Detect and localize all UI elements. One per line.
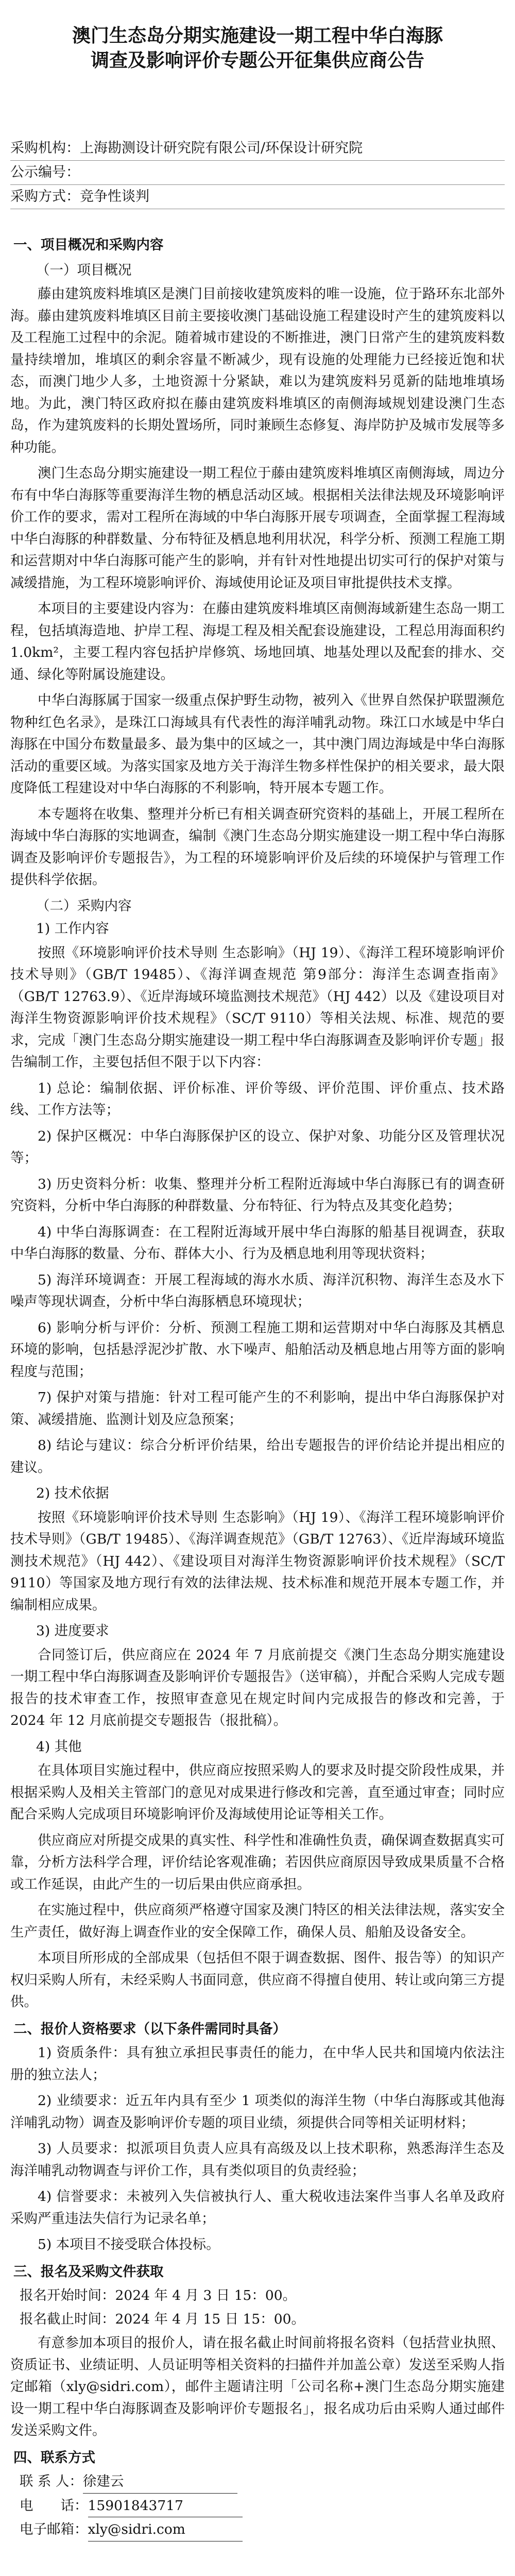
meta-method-label: 采购方式： xyxy=(10,189,80,205)
qualification-item: 4) 信誉要求：未被列入失信被执行人、重大税收违法案件当事人名单及政府采购严重违法失信行为记录名单； xyxy=(10,2189,505,2227)
contact-phone xyxy=(10,2495,505,2518)
contact-email xyxy=(10,2519,505,2541)
registration-paragraph: 有意参加本项目的报价人，请在报名截止时间前将报名资料（包括营业执照、资质证书、业绩证明、人员证明等相关资料的扫描件并加盖公章）发送至采购人指定邮箱（xly@sidri.com），邮件主题请注明「公司名称+澳门生态岛分期实施建设一期工程中华白海豚调查及影响评价专题报名」，报名成功后由采购人通过邮件发送采购文件。 xyxy=(10,2335,505,2438)
other-paragraph: 在具体项目实施过程中，供应商应按照采购人的要求及时提交阶段性成果，并根据采购人及相关主管部门的意见对成果进行修改和完善，直至通过审查；同时应配合采购人完成项目环境影响评价及海域使用论证等相关工作。 xyxy=(10,1762,505,1822)
work-item: 4) 中华白海豚调查：在工程附近海域开展中华白海豚的船基目视调查，获取中华白海豚的数量、分布、群体大小、行为及栖息地利用等现状资料； xyxy=(10,1224,505,1262)
section-1-sub-overview: （一）项目概况 xyxy=(36,262,132,278)
section-1-sub-content: （二）采购内容 xyxy=(36,897,132,914)
other-paragraph: 在实施过程中，供应商须严格遵守国家及澳门特区的相关法律法规，落实安全生产责任，做好海上调查作业的安全保障工作，确保人员、船舶及设备安全。 xyxy=(10,1902,505,1940)
announcement-title xyxy=(46,23,469,73)
registration-end-label: 报名截止时间： xyxy=(20,2311,115,2327)
overview-paragraph: 本项目的主要建设内容为：在藤由建筑废料堆填区南侧海域新建生态岛一期工程，包括填海造地、护岸工程、海堤工程及相关配套设施建设，工程总用海面积约 1.0km²，主要工程内容包括护岸修筑、场地回填、地基处理以及配套的排水、交通、绿化等附属设施建设。 xyxy=(10,601,505,683)
contact-email-value[interactable]: xly@sidri.com xyxy=(88,2519,243,2541)
meta-buyer-label: 采购机构： xyxy=(10,140,80,156)
meta-buyer xyxy=(10,137,505,161)
meta-method xyxy=(10,185,505,209)
contact-person-value: 徐建云 xyxy=(83,2471,237,2494)
qualification-item: 2) 业绩要求：近五年内具有至少 1 项类似的海洋生物（中华白海豚或其他海洋哺乳动物）调查及影响评价专题的项目业绩，须提供合同等相关证明材料； xyxy=(10,2093,505,2131)
announcement-body xyxy=(10,229,505,2543)
title-line-1: 澳门生态岛分期实施建设一期工程中华白海豚 xyxy=(72,25,443,46)
work-item: 8) 结论与建议：综合分析评价结果，给出专题报告的评价结论并提出相应的建议。 xyxy=(10,1437,505,1476)
qualification-item: 1) 资质条件：具有独立承担民事责任的能力，在中华人民共和国境内依法注册的独立法人； xyxy=(10,2045,505,2083)
meta-project-no-label: 公示编号： xyxy=(10,164,80,180)
announcement-meta xyxy=(10,137,505,209)
registration-end-value: 2024 年 4 月 15 日 15：00。 xyxy=(115,2311,305,2327)
schedule-heading: 3) 进度要求 xyxy=(36,1623,109,1639)
technical-basis-paragraph: 按照《环境影响评价技术导则 生态影响》（HJ 19）、《海洋工程环境影响评价技术导则》（GB/T 19485）、《海洋调查规范》（GB/T 12763）、《近岸海域环境监测技术规范》（HJ 442）、《建设项目对海洋生物资源影响评价技术规程》（SC/T 9110）等国家及地方现行有效的法律法规、技术标准和规范开展本专题工作，并编制相应成果。 xyxy=(10,1509,505,1613)
work-content-paragraph: 按照《环境影响评价技术导则 生态影响》（HJ 19）、《海洋工程环境影响评价技术导则》（GB/T 19485）、《海洋调查规范 第9部分：海洋生态调查指南》（GB/T 12763.9）、《近岸海域环境监测技术规范》（HJ 442）以及《建设项目对海洋生物资源影响评价技术规程》（SC/T 9110）等相关法规、标准、规范的要求，完成「澳门生态岛分期实施建设一期工程中华白海豚调查及影响评价专题」报告编制工作，主要包括但不限于以下内容： xyxy=(10,944,505,1070)
title-line-2: 调查及影响评价专题公开征集供应商公告 xyxy=(90,49,424,71)
other-paragraph: 供应商应对所提交成果的真实性、科学性和准确性负责，确保调查数据真实可靠，分析方法科学合理，评价结论客观准确；若因供应商原因导致成果质量不合格或工作延误，由此产生的一切后果由供应商承担。 xyxy=(10,1832,505,1892)
section-1-heading: 一、项目概况和采购内容 xyxy=(13,237,164,253)
qualification-item: 5) 本项目不接受联合体投标。 xyxy=(38,2236,220,2252)
work-item: 5) 海洋环境调查：开展工程海域的海水水质、海洋沉积物、海洋生态及水下噪声等现状调查，分析中华白海豚栖息环境现状； xyxy=(10,1272,505,1310)
registration-start-label: 报名开始时间： xyxy=(20,2287,115,2303)
contact-email-label: 电子邮箱： xyxy=(20,2521,88,2537)
work-item: 3) 历史资料分析：收集、整理并分析工程附近海域中华白海豚已有的调查研究资料，分析中华白海豚的种群数量、分布特征、行为特点及其变化趋势； xyxy=(10,1176,505,1214)
overview-paragraph: 澳门生态岛分期实施建设一期工程位于藤由建筑废料堆填区南侧海域，周边分布有中华白海豚等重要海洋生物的栖息活动区域。根据相关法律法规及环境影响评价工作的要求，需对工程所在海域的中华白海豚开展专项调查，全面掌握工程海域中华白海豚的种群数量、分布特征及栖息地利用状况，科学分析、预测工程施工期和运营期对中华白海豚可能产生的影响，并有针对性地提出切实可行的保护对策与减缓措施，为工程环境影响评价、海域使用论证及项目审批提供技术支撑。 xyxy=(10,465,505,591)
work-item: 2) 保护区概况：中华白海豚保护区的设立、保护对象、功能分区及管理状况等； xyxy=(10,1128,505,1166)
section-2-heading: 二、报价人资格要求（以下条件需同时具备） xyxy=(13,2021,286,2037)
meta-method-value: 竞争性谈判 xyxy=(80,189,149,205)
technical-basis-heading: 2) 技术依据 xyxy=(36,1485,109,1501)
work-item: 1) 总论：编制依据、评价标准、评价等级、评价范围、评价重点、技术路线、工作方法等； xyxy=(10,1080,505,1118)
registration-start xyxy=(10,2285,505,2307)
meta-buyer-value: 上海勘测设计研究院有限公司/环保设计研究院 xyxy=(80,140,363,156)
work-content-heading: 1) 工作内容 xyxy=(36,921,109,937)
registration-end xyxy=(10,2309,505,2331)
contact-person xyxy=(10,2471,505,2494)
other-paragraph: 本项目所形成的全部成果（包括但不限于调查数据、图件、报告等）的知识产权归采购人所有，未经采购人书面同意，供应商不得擅自使用、转让或向第三方提供。 xyxy=(10,1950,505,2010)
overview-paragraph: 中华白海豚属于国家一级重点保护野生动物，被列入《世界自然保护联盟濒危物种红色名录》，是珠江口海域具有代表性的海洋哺乳动物。珠江口水域是中华白海豚在中国分布数量最多、最为集中的区域之一，其中澳门周边海域是中华白海豚活动的重要区域。为落实国家及地方关于海洋生物多样性保护的相关要求，最大限度降低工程建设对中华白海豚的不利影响，特开展本专题工作。 xyxy=(10,692,505,796)
overview-paragraph: 藤由建筑废料堆填区是澳门目前接收建筑废料的唯一设施，位于路环东北部外海。藤由建筑废料堆填区目前主要接收澳门基础设施工程建设时产生的建筑废料以及工程施工过程中的余泥。随着城市建设的不断推进，澳门日常产生的建筑废料数量持续增加，堆填区的剩余容量不断减少，现有设施的处理能力已经接近饱和状态，而澳门地少人多，土地资源十分紧缺，难以为建筑废料另觅新的陆地堆填场地。为此，澳门特区政府拟在藤由建筑废料堆填区的南侧海域规划建设澳门生态岛，作为建筑废料的长期处置场所，同时兼顾生态修复、海岸防护及城市发展等多种功能。 xyxy=(10,286,505,455)
work-item: 6) 影响分析与评价：分析、预测工程施工期和运营期对中华白海豚及其栖息环境的影响，包括悬浮泥沙扩散、水下噪声、船舶活动及栖息地占用等方面的影响程度与范围； xyxy=(10,1319,505,1380)
work-item: 7) 保护对策与措施：针对工程可能产生的不利影响，提出中华白海豚保护对策、减缓措施、监测计划及应急预案； xyxy=(10,1389,505,1428)
schedule-paragraph: 合同签订后，供应商应在 2024 年 7 月底前提交《澳门生态岛分期实施建设一期工程中华白海豚调查及影响评价专题报告》（送审稿），并配合采购人完成专题报告的技术审查工作，按照审查意见在规定时间内完成报告的修改和完善，于 2024 年 12 月底前提交专题报告（报批稿）。 xyxy=(10,1647,505,1728)
section-4-heading: 四、联系方式 xyxy=(13,2449,95,2466)
overview-paragraph: 本专题将在收集、整理并分析已有相关调查研究资料的基础上，开展工程所在海域中华白海豚的实地调查，编制《澳门生态岛分期实施建设一期工程中华白海豚调查及影响评价专题报告》，为工程的环境影响评价及后续的环境保护与管理工作提供科学依据。 xyxy=(10,806,505,888)
other-heading: 4) 其他 xyxy=(36,1738,82,1755)
qualification-item: 3) 人员要求：拟派项目负责人应具有高级及以上技术职称，熟悉海洋生态及海洋哺乳动物调查与评价工作，具有类似项目的负责经验； xyxy=(10,2141,505,2179)
section-3-heading: 三、报名及采购文件获取 xyxy=(13,2263,164,2280)
meta-project-no xyxy=(10,161,505,185)
contact-phone-label: 电 话： xyxy=(20,2497,88,2514)
contact-phone-value: 15901843717 xyxy=(88,2495,243,2518)
registration-start-value: 2024 年 4 月 3 日 15：00。 xyxy=(115,2287,297,2303)
contact-person-label: 联 系 人： xyxy=(20,2473,83,2489)
